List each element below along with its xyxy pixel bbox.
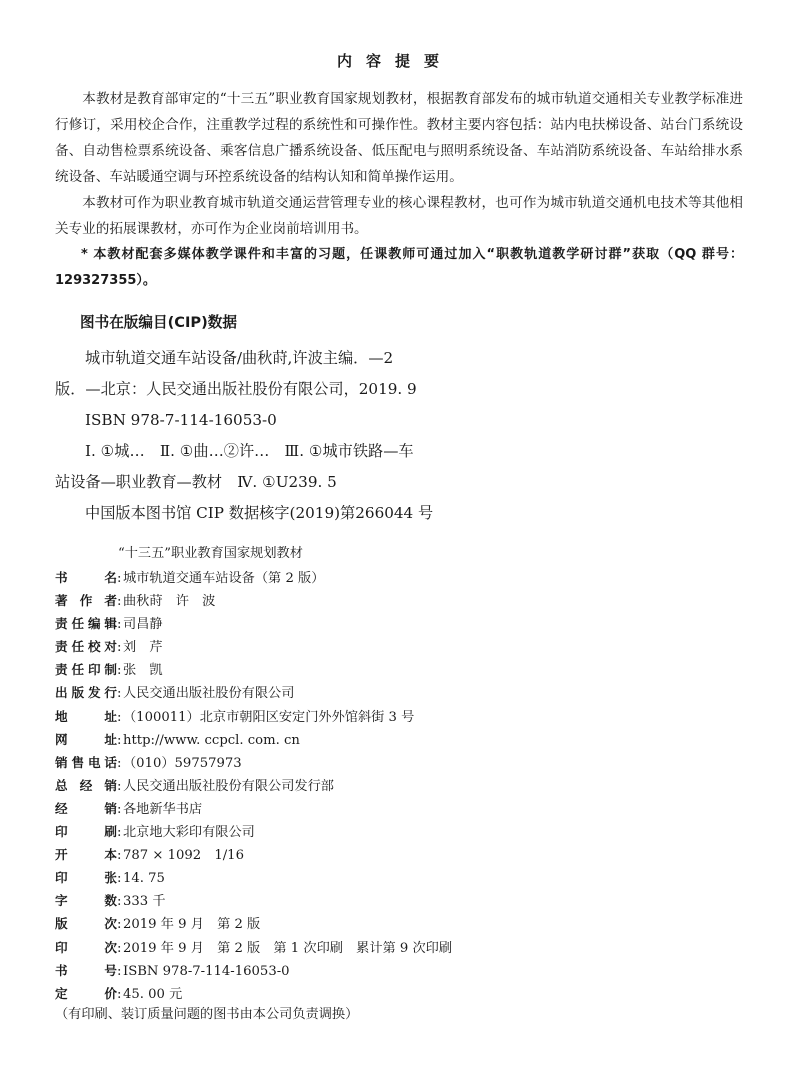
spec-row: 字数: 333 千 [55,889,615,912]
spec-row: 印刷: 北京地大彩印有限公司 [55,820,615,843]
spec-value: 司昌静 [123,617,163,633]
spec-label: 责任编辑 [55,616,117,632]
spec-value: （100011）北京市朝阳区安定门外外馆斜街 3 号 [123,709,415,725]
courseware-notice: * 本教材配套多媒体教学课件和丰富的习题，任课教师可通过加入“职教轨道教学研讨群”获取（QQ 群号：129327355）。 [55,247,743,288]
spec-value: 张 凯 [123,663,163,679]
spec-label: 经销 [55,800,117,816]
spec-label: 销售电话 [55,754,117,770]
spec-row: 责任印制: 张 凯 [55,658,615,681]
spec-row: 著作者: 曲秋莳 许 波 [55,589,615,612]
spec-value: 城市轨道交通车站设备（第 2 版） [123,571,325,586]
spec-value: 787 × 1092 1/16 [123,848,244,864]
spec-row: 网址: http://www. ccpcl. com. cn [55,728,615,751]
summary-paragraph: 本教材可作为职业教育城市轨道交通运营管理专业的核心课程教材，也可作为城市轨道交通机电技术等其他相关专业的拓展课教材，亦可作为企业岗前培训用书。 [55,195,743,237]
spec-label: 印张 [55,870,117,886]
spec-label: 出版发行 [55,685,117,701]
spec-label: 书名 [55,570,117,585]
spec-value: 333 千 [123,894,166,910]
spec-row: 书号: ISBN 978-7-114-16053-0 [55,959,615,982]
spec-label: 责任校对 [55,639,117,655]
spec-label: 字数 [55,893,117,909]
spec-value: 2019 年 9 月 第 2 版 [123,917,261,933]
spec-label: 印次 [55,939,117,955]
spec-row: 总经销: 人民交通出版社股份有限公司发行部 [55,774,615,797]
spec-row: 版次: 2019 年 9 月 第 2 版 [55,912,615,935]
spec-value: 人民交通出版社股份有限公司发行部 [123,778,334,794]
spec-label: 开本 [55,847,117,863]
quality-footnote: （有印刷、装订质量问题的图书由本公司负责调换） [55,1007,359,1022]
spec-value: 45. 00 元 [123,986,183,1002]
spec-label: 书号 [55,962,117,978]
spec-label: 定价 [55,985,117,1001]
spec-row: 地址: （100011）北京市朝阳区安定门外外馆斜街 3 号 [55,705,615,728]
summary-paragraph: 本教材是教育部审定的“十三五”职业教育国家规划教材，根据教育部发布的城市轨道交通相关专业教学标准进行修订，采用校企合作，注重教学过程的系统性和可操作性。教材主要内容包括：站内电扶梯设备、站台门系统设备、自动售检票系统设备、乘客信息广播系统设备、低压配电与照明系统设备、车站消防系统设备、车站给排水系统设备、车站暖通空调与环控系统设备的结构认知和简单操作运用。 [55,91,743,185]
cip-line: 城市轨道交通车站设备/曲秋莳,许波主编．—2 [85,349,394,367]
spec-row: 销售电话: （010）59757973 [55,751,615,774]
spec-value: 2019 年 9 月 第 2 版 第 1 次印刷 累计第 9 次印刷 [123,940,453,956]
cip-line: 中国版本图书馆 CIP 数据核字(2019)第266044 号 [85,504,434,522]
spec-value: 北京地大彩印有限公司 [123,825,255,841]
spec-value: （010）59757973 [123,755,242,771]
spec-label: 版次 [55,916,117,932]
spec-value: 各地新华书店 [123,801,203,817]
spec-row: 责任校对: 刘 芹 [55,635,615,658]
spec-label: 地址 [55,708,117,724]
summary-title: 内容提要 [336,52,453,70]
spec-label: 总经销 [55,777,117,793]
cip-line: 站设备—职业教育—教材 Ⅳ. ①U239. 5 [55,473,337,491]
publication-specs [55,566,615,1005]
cip-line: 版．—北京：人民交通出版社股份有限公司，2019. 9 [55,380,417,398]
spec-value: ISBN 978-7-114-16053-0 [123,963,290,979]
spec-row: 经销: 各地新华书店 [55,797,615,820]
spec-label: 印刷 [55,824,117,840]
spec-row: 定价: 45. 00 元 [55,982,615,1005]
spec-label: 网址 [55,731,117,747]
spec-row: 出版发行: 人民交通出版社股份有限公司 [55,681,615,704]
spec-row: 书名: 城市轨道交通车站设备（第 2 版） [55,566,615,589]
series-name: “十三五”职业教育国家规划教材 [118,546,303,561]
summary-body [55,86,743,294]
spec-label: 责任印制 [55,662,117,678]
spec-label: 著作者 [55,593,117,609]
spec-value: 曲秋莳 许 波 [123,594,216,610]
cip-line: ISBN 978-7-114-16053-0 [85,411,277,429]
spec-row: 印张: 14. 75 [55,866,615,889]
spec-row: 开本: 787 × 1092 1/16 [55,843,615,866]
spec-value: http://www. ccpcl. com. cn [123,732,300,748]
cip-line: Ⅰ. ①城… Ⅱ. ①曲…②许… Ⅲ. ①城市铁路—车 [85,442,414,460]
cip-heading: 图书在版编目(CIP)数据 [80,314,237,331]
spec-row: 责任编辑: 司昌静 [55,612,615,635]
spec-value: 人民交通出版社股份有限公司 [123,686,295,702]
cip-block [55,343,525,529]
spec-value: 刘 芹 [123,640,163,656]
spec-value: 14. 75 [123,871,165,887]
spec-row: 印次: 2019 年 9 月 第 2 版 第 1 次印刷 累计第 9 次印刷 [55,936,615,959]
